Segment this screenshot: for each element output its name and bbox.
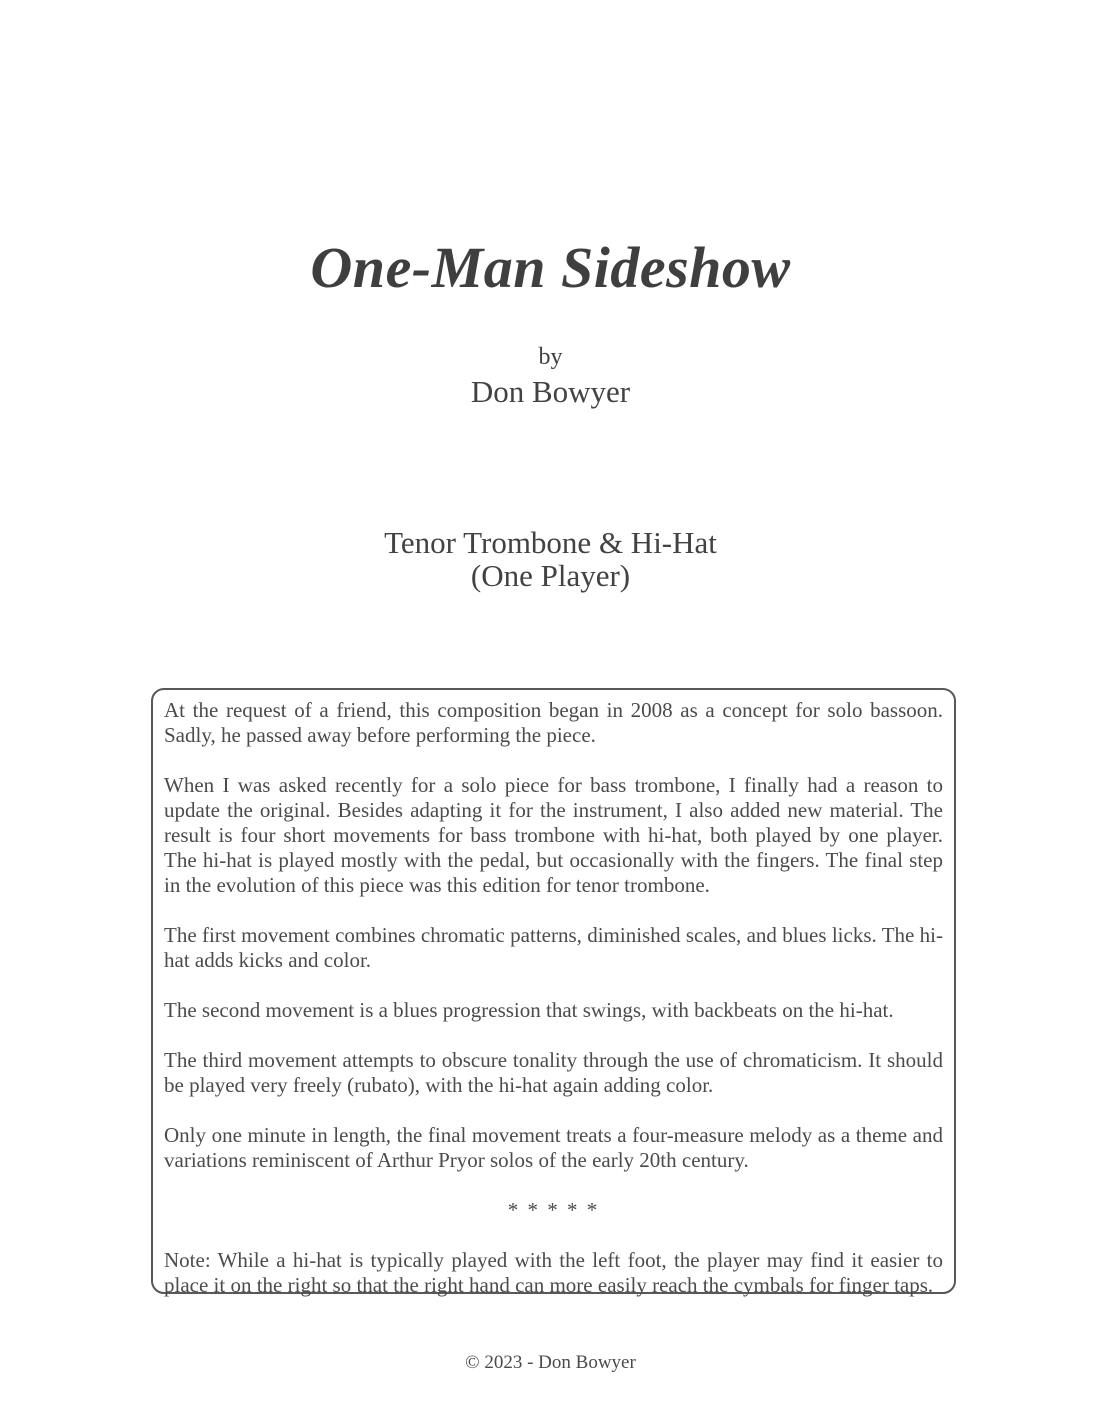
program-notes-paragraph: Only one minute in length, the final movement treats a four-measure melody as a theme and variations reminiscent of Arthur Pryor solos of the early 20th century. [164,1123,943,1172]
program-notes-box [151,688,956,1297]
author-name: Don Bowyer [470,374,631,409]
program-notes-paragraph: The third movement attempts to obscure tonality through the use of chromaticism. It should be played very freely (rubato), with the hi-hat again adding color. [164,1048,943,1097]
program-notes-paragraph: At the request of a friend, this composition began in 2008 as a concept for solo bassoon. Sadly, he passed away before performing the piece. [164,698,943,747]
instrumentation [0,526,1101,592]
copyright-footer: © 2023 - Don Bowyer [465,1352,636,1373]
byline: by [538,344,563,370]
instrumentation-line-1: Tenor Trombone & Hi-Hat [384,525,717,560]
page-title: One-Man Sideshow [310,235,791,300]
program-notes-paragraph: When I was asked recently for a solo piece for bass trombone, I finally had a reason to update the original. Besides adapting it for the instrument, I also added new material. The result is four short movements for bass trombone with hi-hat, both played by one player. The hi-hat is played mostly with the pedal, but occasionally with the fingers. The final step in the evolution of this piece was this edition for tenor trombone. [164,773,943,897]
asterisk-separator: * * * * * [507,1198,600,1222]
program-notes-paragraph: The second movement is a blues progression that swings, with backbeats on the hi-hat. [164,998,894,1022]
instrumentation-line-2: (One Player) [470,558,631,593]
program-notes-footnote: Note: While a hi-hat is typically played with the left foot, the player may find it easier to place it on the right so that the right hand can more easily reach the cymbals for finger taps. [164,1248,943,1297]
program-notes-paragraph: The first movement combines chromatic patterns, diminished scales, and blues licks. The hi-hat adds kicks and color. [164,923,943,972]
